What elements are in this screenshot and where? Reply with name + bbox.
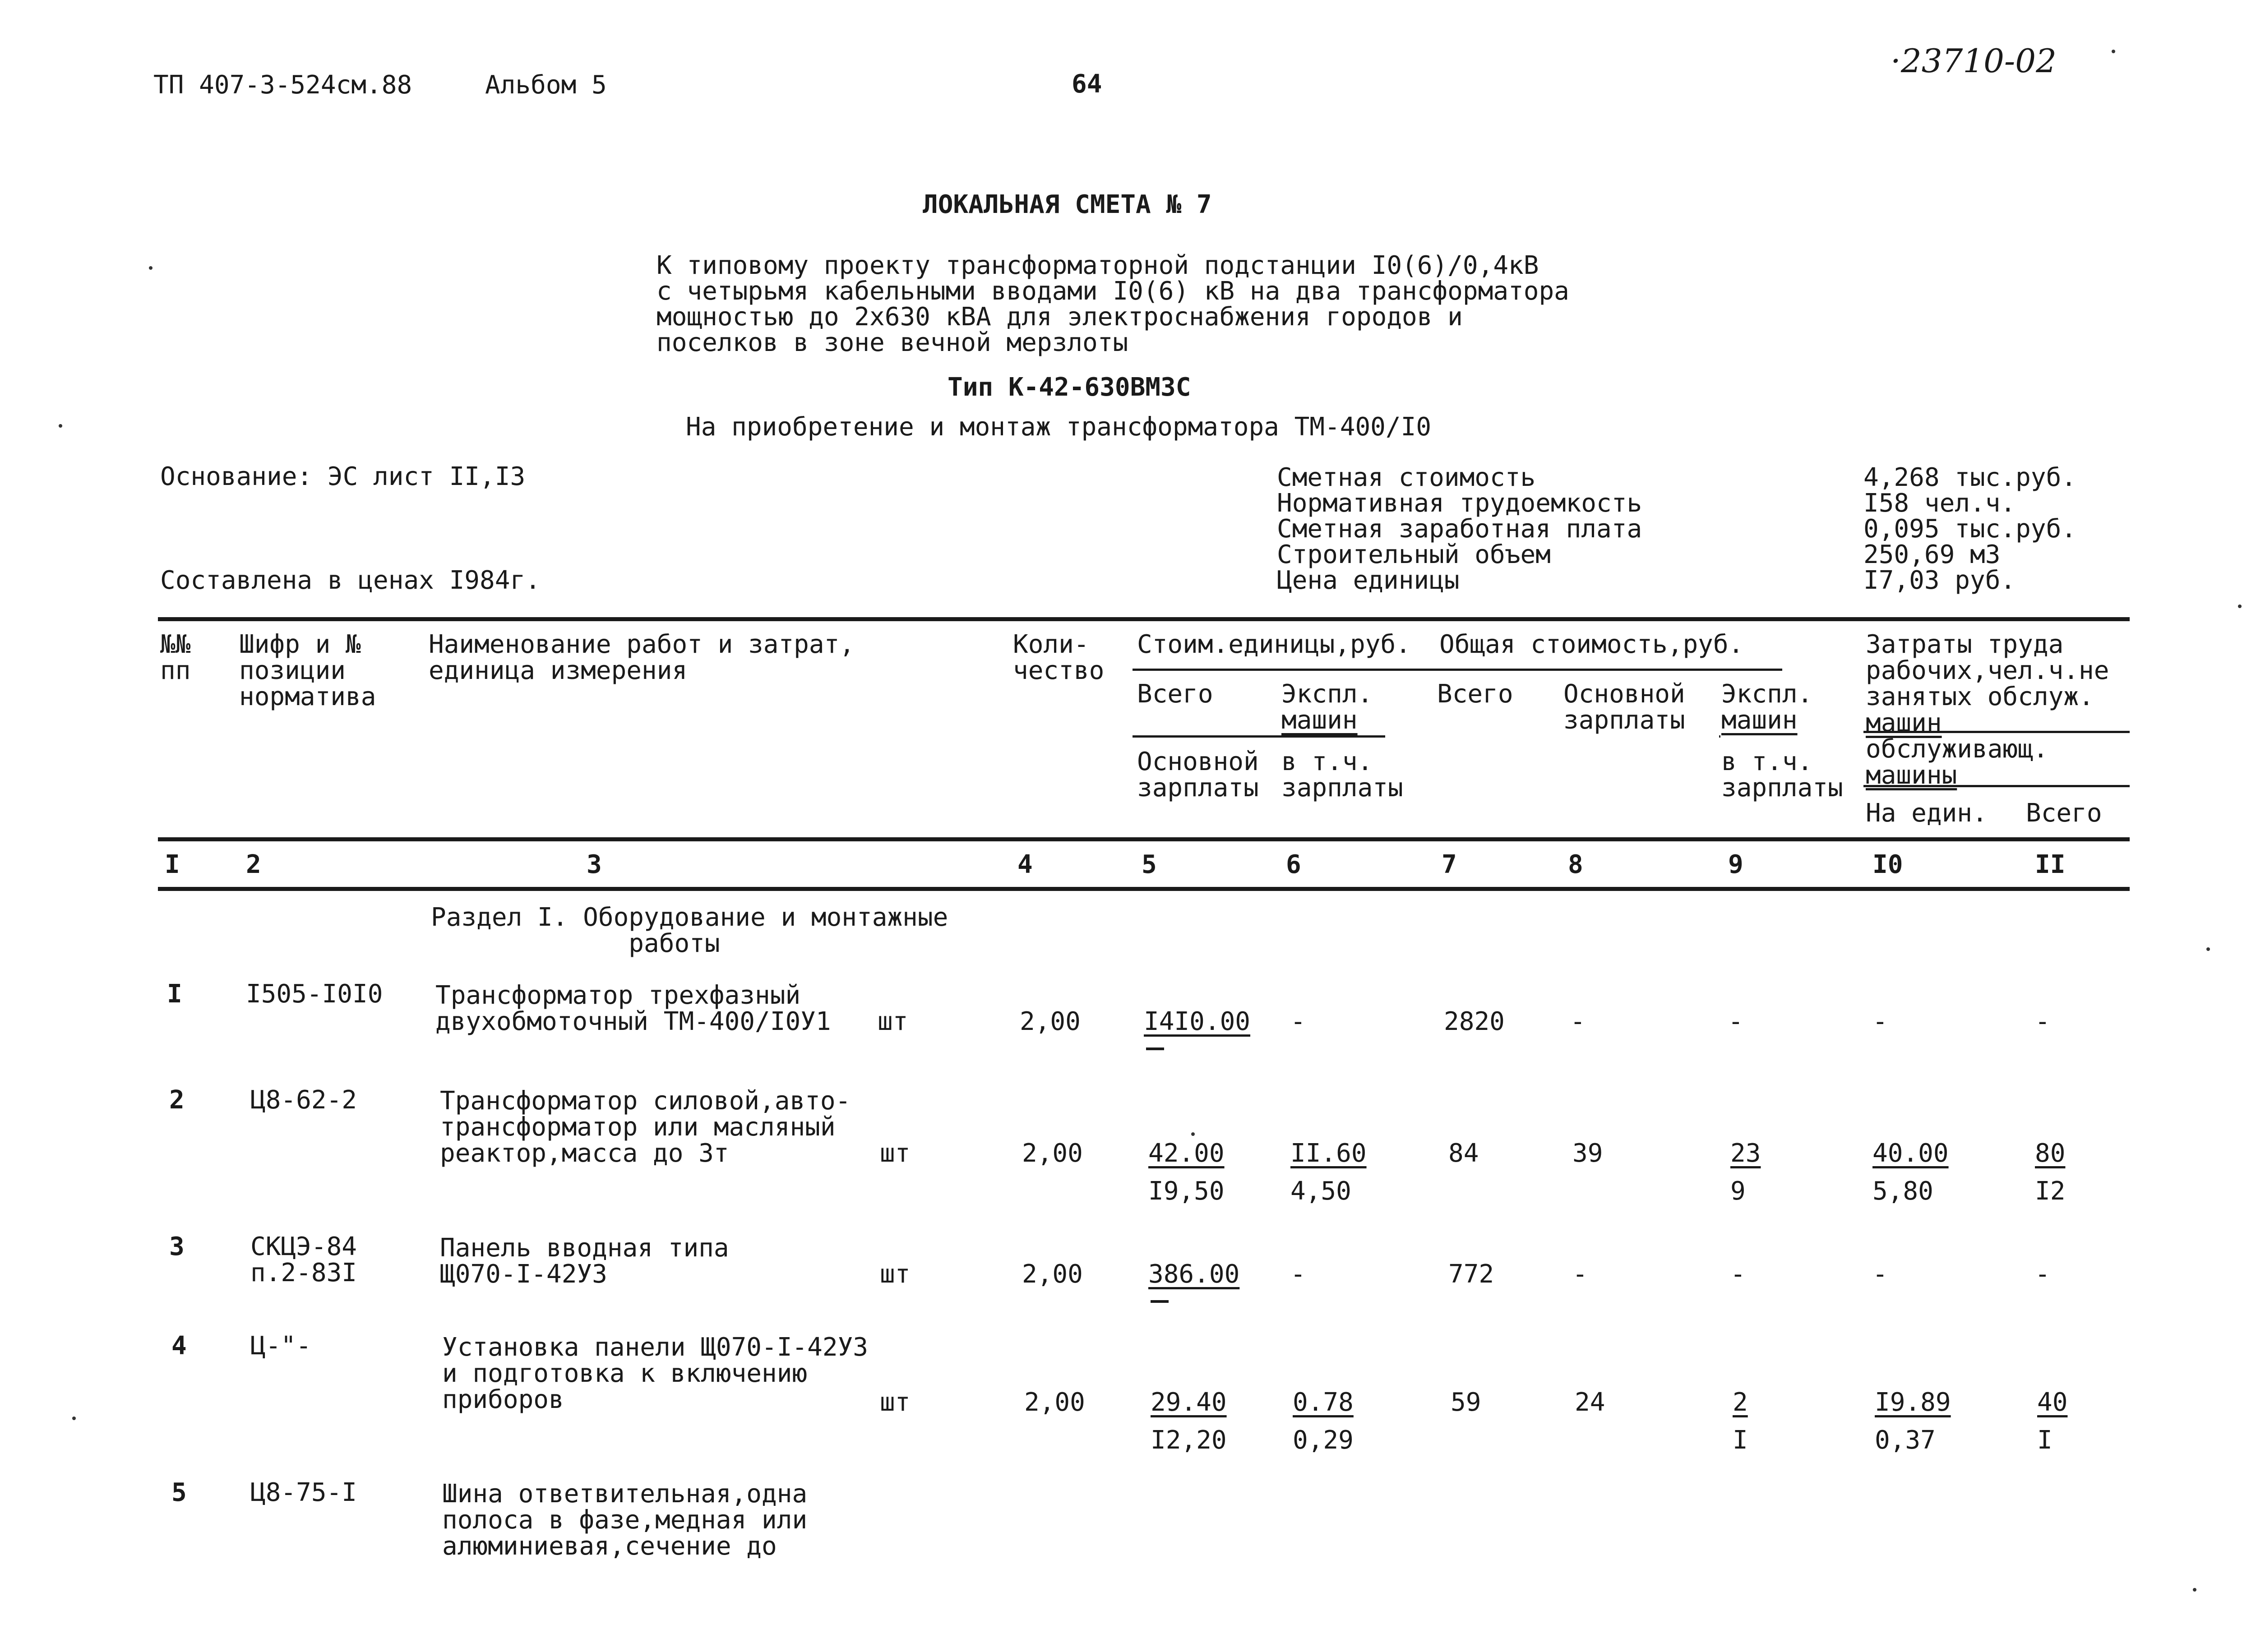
doc-code: ТП 407-3-524см.88 [153, 70, 412, 100]
header-unit-incl-salary: зарплаты [1281, 773, 1403, 803]
row-labor-service-unit: 5,80 [1872, 1177, 1933, 1206]
row-total-salary: - [1570, 1007, 1586, 1036]
header-total-salary: Основной зарплаты [1563, 679, 1685, 735]
row-total: 84 [1448, 1139, 1479, 1168]
row-labor-per-unit: I9.89 [1875, 1388, 1951, 1417]
scan-speck [59, 424, 62, 428]
scan-speck [1191, 1132, 1195, 1136]
header-quantity: Коли- чество [1013, 630, 1105, 685]
summary-value: I7,03 руб. [1863, 566, 2016, 595]
row-number: 5 [171, 1478, 187, 1507]
prices-year: Составлена в ценах I984г. [160, 566, 541, 595]
header-labor: Затраты труда рабочих,чел.ч.не занятых обслуж. [1866, 630, 2109, 711]
header-total-ekspl-machines: машин [1721, 706, 1798, 735]
row-unit-salary: I2,20 [1151, 1426, 1227, 1455]
summary-label: Сметная стоимость [1277, 463, 1536, 492]
column-number: 2 [246, 850, 261, 879]
page-number: 64 [1072, 69, 1102, 99]
row-total-ekspl: 2 [1733, 1388, 1748, 1417]
column-number: 4 [1017, 850, 1033, 879]
scan-speck [2112, 50, 2115, 53]
row-labor-total: 40 [2037, 1388, 2068, 1417]
summary-value: 4,268 тыс.руб. [1863, 463, 2077, 492]
header-subrule-1 [1133, 669, 1782, 671]
row-total-salary: - [1572, 1260, 1588, 1289]
row-total: 59 [1451, 1388, 1481, 1417]
row-total-salary: 39 [1572, 1139, 1603, 1168]
column-number: 8 [1568, 850, 1583, 879]
section-title: Раздел I. Оборудование и монтажные работы [431, 903, 948, 958]
row-code: Ц8-62-2 [250, 1085, 357, 1115]
header-unit-total: Всего [1137, 679, 1213, 709]
row-unit-salary-dash [1146, 1047, 1164, 1050]
colnum-bottom-rule [158, 887, 2130, 891]
row-unit: шт [880, 1388, 911, 1417]
row-labor-service-total: I2 [2035, 1177, 2066, 1206]
summary-label: Сметная заработная плата [1277, 514, 1642, 544]
header-row-number: №№ пп [160, 630, 191, 685]
row-name: Шина ответвительная,одна полоса в фазе,медная или алюминиевая,сечение до [442, 1479, 808, 1561]
row-name: Трансформатор трехфазный двухобмоточный ТМ-400/I0У1 [435, 981, 831, 1036]
row-labor-service-total: I [2037, 1426, 2053, 1455]
row-labor-total: - [2035, 1260, 2050, 1289]
header-unit-salary: Основной зарплаты [1137, 747, 1259, 803]
header-code: Шифр и № позиции норматива [239, 630, 376, 711]
basis-line: Основание: ЭС лист II,I3 [160, 462, 526, 491]
type-line: Тип К-42-630ВМЗС [948, 373, 1191, 402]
row-unit-total: I4I0.00 [1144, 1007, 1251, 1036]
row-labor-per-unit: - [1872, 1260, 1888, 1289]
row-quantity: 2,00 [1022, 1260, 1083, 1289]
row-number: 3 [169, 1232, 185, 1261]
row-total-ekspl: 23 [1730, 1139, 1761, 1168]
row-total-ekspl: - [1730, 1260, 1746, 1289]
header-subrule-2 [1133, 735, 1385, 738]
row-number: 4 [171, 1331, 187, 1361]
row-labor-total: 80 [2035, 1139, 2066, 1168]
header-labor-service: обслуживающ. [1866, 734, 2048, 764]
column-number: 3 [587, 850, 602, 879]
document-title: ЛОКАЛЬНАЯ СМЕТА № 7 [923, 190, 1212, 219]
summary-value: 250,69 м3 [1863, 540, 2001, 569]
header-total-cost: Общая стоимость,руб. [1439, 630, 1744, 659]
row-labor-per-unit: - [1872, 1007, 1888, 1036]
purpose-line: На приобретение и монтаж трансформатора ТМ-400/I0 [686, 412, 1432, 442]
row-quantity: 2,00 [1024, 1388, 1085, 1417]
column-number: I [165, 850, 180, 879]
summary-label: Цена единицы [1277, 566, 1460, 595]
scan-speck [2238, 605, 2242, 608]
row-name: Трансформатор силовой,авто- трансформатор или масляный реактор,масса до 3т [440, 1086, 851, 1168]
album-label: Альбом 5 [485, 70, 607, 100]
row-total: 772 [1448, 1260, 1494, 1289]
column-number: 6 [1286, 850, 1301, 879]
description-line-4: поселков в зоне вечной мерзлоты [656, 328, 1128, 357]
row-name: Установка панели Щ070-I-42У3 и подготовка к включению приборов [442, 1333, 869, 1414]
row-quantity: 2,00 [1020, 1007, 1081, 1036]
summary-label: Строительный объем [1277, 540, 1551, 569]
row-unit-total: 29.40 [1151, 1388, 1227, 1417]
row-name: Панель вводная типа Щ070-I-42У3 [440, 1233, 729, 1289]
header-subrule-3 [1719, 735, 1720, 738]
row-unit: шт [880, 1139, 911, 1168]
row-labor-service-unit: 0,37 [1875, 1426, 1936, 1455]
header-labor-total: Всего [2026, 798, 2102, 828]
row-total-ekspl-salary: I [1733, 1426, 1748, 1455]
header-work-name: Наименование работ и затрат, единица измерения [429, 630, 855, 685]
row-unit-salary-dash [1151, 1300, 1169, 1303]
description-line-1: К типовому проекту трансформаторной подстанции I0(6)/0,4кВ [656, 251, 1539, 280]
row-unit: шт [880, 1260, 911, 1289]
row-unit-ekspl-salary: 4,50 [1290, 1177, 1351, 1206]
summary-label: Нормативная трудоемкость [1277, 489, 1642, 518]
row-total: 2820 [1444, 1007, 1505, 1036]
row-code: I505-I0I0 [246, 979, 383, 1009]
summary-value: I58 чел.ч. [1863, 489, 2016, 518]
header-total-ekspl: Экспл. [1721, 679, 1813, 709]
scan-speck [72, 1417, 76, 1420]
row-code: СКЦЭ-84 п.2-83I [250, 1232, 357, 1287]
row-total-salary: 24 [1575, 1388, 1605, 1417]
row-quantity: 2,00 [1022, 1139, 1083, 1168]
column-number: 5 [1142, 850, 1157, 879]
row-unit-ekspl: 0.78 [1293, 1388, 1354, 1417]
scan-speck [149, 266, 153, 270]
header-labor-machines: машин [1866, 708, 1942, 738]
table-top-rule [158, 617, 2130, 621]
description-line-3: мощностью до 2х630 кВА для электроснабжения городов и [656, 302, 1463, 332]
row-number: 2 [169, 1085, 185, 1115]
header-total-incl-salary: зарплаты [1721, 773, 1843, 803]
row-unit: шт [878, 1007, 908, 1036]
row-total-ekspl: - [1728, 1007, 1743, 1036]
archive-stamp: ·23710-02 [1891, 42, 2057, 80]
description-line-2: с четырьмя кабельными вводами I0(6) кВ на два трансформатора [656, 277, 1569, 306]
row-code: Ц-"- [250, 1331, 311, 1361]
scan-speck [2193, 1588, 2196, 1592]
header-unit-incl: в т.ч. [1281, 747, 1373, 776]
column-number: 9 [1728, 850, 1743, 879]
row-unit-total: 42.00 [1148, 1139, 1225, 1168]
row-number: I [167, 979, 182, 1009]
row-labor-per-unit: 40.00 [1872, 1139, 1949, 1168]
header-unit-ekspl-machines: машин [1281, 706, 1358, 735]
summary-value: 0,095 тыс.руб. [1863, 514, 2077, 544]
row-unit-ekspl: - [1290, 1007, 1306, 1036]
header-total-incl: в т.ч. [1721, 747, 1813, 776]
row-unit-salary: I9,50 [1148, 1177, 1225, 1206]
column-number: 7 [1442, 850, 1457, 879]
header-labor-per-unit: На един. [1866, 798, 1988, 828]
scan-speck [2206, 947, 2210, 951]
row-labor-total: - [2035, 1007, 2050, 1036]
header-unit-ekspl: Экспл. [1281, 679, 1373, 709]
row-total-ekspl-salary: 9 [1730, 1177, 1746, 1206]
row-unit-ekspl-salary: 0,29 [1293, 1426, 1354, 1455]
header-unit-cost: Стоим.единицы,руб. [1137, 630, 1411, 659]
header-total-all: Всего [1437, 679, 1513, 709]
row-unit-total: 386.00 [1148, 1260, 1240, 1289]
header-bottom-rule [158, 837, 2130, 841]
column-number: I0 [1872, 850, 1903, 879]
row-code: Ц8-75-I [250, 1478, 357, 1507]
header-labor-service-machines: машины [1866, 761, 1957, 790]
row-unit-ekspl: II.60 [1290, 1139, 1367, 1168]
row-unit-ekspl: - [1290, 1260, 1306, 1289]
column-number: II [2035, 850, 2066, 879]
